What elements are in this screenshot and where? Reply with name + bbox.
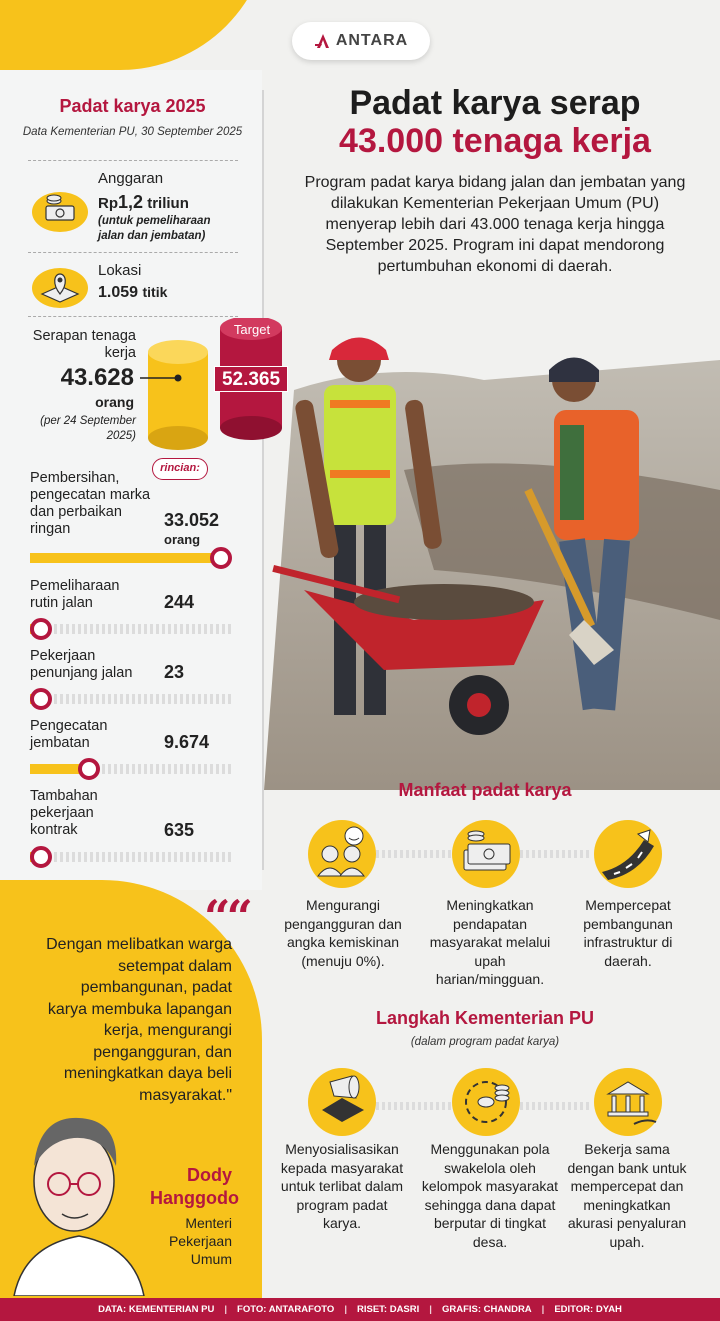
detail-value-1: 33.052 [164,510,220,530]
step-text-2: Menggunakan pola swakelola oleh kelompok masyarakat sehingga dana dapat berputar di tingkat desa. [421,1141,559,1250]
location-value [98,284,167,302]
credit-separator: | [344,1304,347,1315]
detail-bar-3 [30,691,232,707]
detail-value-2: 244 [164,592,195,612]
budget-value [98,192,189,213]
location-label: Lokasi [98,262,142,279]
credit-data: DATA: KEMENTERIAN PU [98,1304,215,1315]
detail-bar-4 [30,761,232,777]
step-text-3: Bekerja sama dengan bank untuk mempercepat dan meningkatkan akurasi penyaluran upah. [567,1141,687,1250]
absorption-label: Serapan tenaga kerja [32,328,136,361]
megaphone-road-icon [308,1068,376,1136]
road-arrow-icon [594,820,662,888]
credit-separator: | [541,1304,545,1315]
target-label: Target [233,322,271,337]
steps-title: Langkah Kementerian PU [375,1008,595,1028]
benefit-text-1: Mengurangi pengangguran dan angka kemiskinan (menuju 0%). [284,897,402,969]
credit-separator: | [224,1304,228,1315]
people-smile-icon [308,820,376,888]
step-connector [520,1102,592,1110]
minister-portrait [4,1096,154,1296]
budget-amount: 1,2 [118,192,144,212]
bar-fill [30,553,221,563]
step-text-1: Menyosialisasikan kepada masyarakat untuk terlibat dalam program padat karya. [280,1141,404,1231]
steps-subtitle: (dalam program padat karya) [410,1036,560,1048]
absorption-note: (per 24 September 2025) [40,415,136,442]
workers-photo [264,320,720,790]
detail-label-3: Pekerjaan penunjang jalan [30,648,133,681]
detail-bar-2 [30,621,232,637]
divider-line [28,316,238,317]
logo-text: ANTARA [335,32,409,49]
detail-value-3: 23 [164,662,185,682]
detail-label-2: Pemeliharaan rutin jalan [30,578,120,611]
quote-author-role: Menteri Pekerjaan Umum [168,1215,232,1267]
detail-value-5: 635 [164,820,195,840]
budget-unit: triliun [147,195,189,212]
headline-line1: Padat karya serap [349,84,641,122]
money-coins-icon [32,192,88,232]
step-connector [376,1102,452,1110]
benefit-text-2: Meningkatkan pendapatan masyarakat melalui upah harian/mingguan. [429,897,551,987]
antara-mark-icon [314,32,332,50]
detail-label-4: Pengecatan jembatan [30,718,108,751]
antara-logo[interactable] [292,22,430,60]
detail-value-4: 9.674 [164,732,210,752]
detail-label-1: Pembersihan, pengecatan marka dan perbaikan ringan [30,470,151,537]
benefit-connector [376,850,452,858]
rincian-badge: rincian: [152,458,208,480]
divider-line [28,160,238,161]
bank-hand-icon [594,1068,662,1136]
absorbed-cylinder [148,340,208,450]
credits-footer [0,1298,720,1321]
bar-knob [30,688,52,710]
coins-cycle-icon [452,1068,520,1136]
benefits-title: Manfaat padat karya [398,780,572,800]
bar-knob [30,846,52,868]
target-value: 52.365 [214,366,288,392]
credit-riset: RISET: DASRI [356,1304,420,1315]
quote-author-name [150,1164,239,1210]
bar-knob [78,758,100,780]
credit-editor: EDITOR: DYAH [554,1304,622,1315]
top-decor-blob [0,0,270,70]
budget-note: (untuk pemeliharaan jalan dan jembatan) [98,215,211,242]
budget-label: Anggaran [98,170,164,187]
location-number: 1.059 [98,284,139,301]
benefit-connector [520,850,592,858]
bar-knob [30,618,52,640]
absorption-value: 43.628 [60,364,134,391]
intro-paragraph: Program padat karya bidang jalan dan jembatan yang dilakukan Kementerian Pekerjaan Umum (PU) menyerap lebih dari 43.000 tenaga kerja hingga September 2025. Program ini dapat mendorong pertumbuhan ekonomi di daerah. [304,174,686,275]
quote-text: Dengan melibatkan warga setempat dalam pembangunan, padat karya membuka lapangan kerja, mengurangi pengangguran, dan meningkatkan daya beli masyarakat." [46,936,232,1104]
credit-foto: FOTO: ANTARAFOTO [237,1304,335,1315]
workers-photo-illustration [264,320,720,790]
absorption-unit: orang [95,394,134,410]
detail-bar-5 [30,849,232,865]
credit-grafis: GRAFIS: CHANDRA [441,1304,532,1315]
location-unit: titik [142,284,168,300]
credit-separator: | [429,1304,432,1315]
benefit-text-3: Mempercepat pembangunan infrastruktur di daerah. [583,897,673,969]
detail-label-5: Tambahan pekerjaan kontrak [30,788,98,838]
left-panel-title: Padat karya 2025 [59,96,206,116]
left-panel-source: Data Kementerian PU, 30 September 2025 [22,126,243,138]
author-name-line1: Dody [187,1165,232,1185]
budget-prefix: Rp [98,195,118,212]
divider-line [28,252,238,253]
quote-mark-icon: ““ [204,890,249,944]
detail-unit-1: orang [164,532,201,547]
detail-bar-1 [30,550,232,566]
author-name-line2: Hanggodo [150,1188,239,1208]
map-pin-icon [32,268,88,308]
bar-knob [210,547,232,569]
money-stack-icon [452,820,520,888]
headline-line2: 43.000 tenaga kerja [339,122,651,160]
